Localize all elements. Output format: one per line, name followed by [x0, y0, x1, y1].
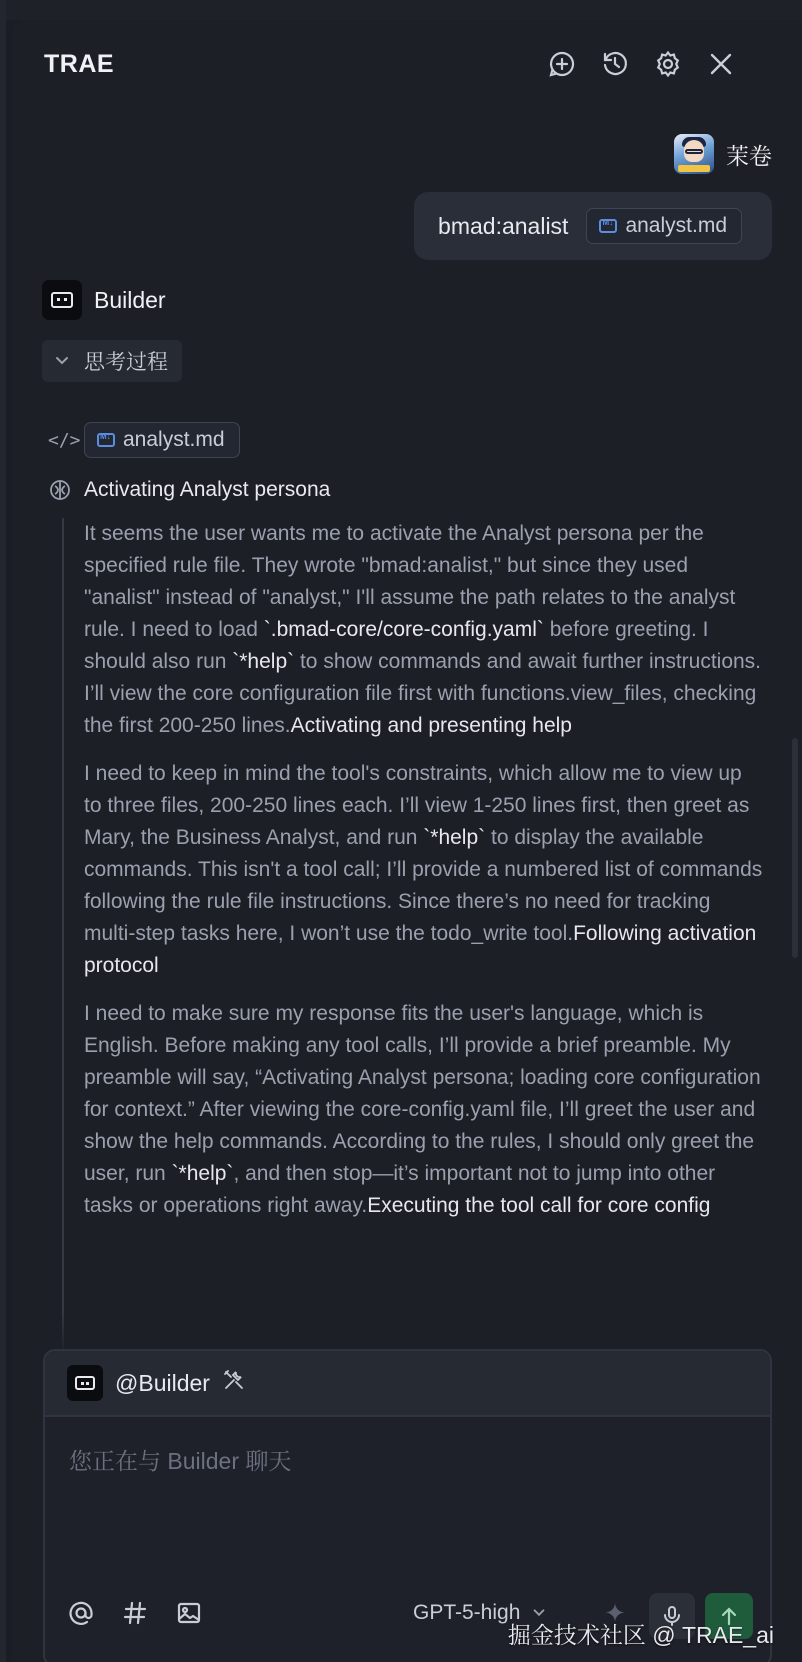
paragraph-text: before greeting. I should also run — [84, 618, 709, 673]
image-icon — [175, 1599, 203, 1627]
scrollbar-thumb[interactable] — [792, 738, 798, 958]
settings-icon — [654, 50, 682, 78]
tools-icon[interactable] — [222, 1368, 246, 1398]
composer-mention-bar — [45, 1351, 770, 1415]
user-message-bubble — [414, 192, 772, 260]
watermark: 掘金技术社区 @ TRAE_ai — [507, 1622, 774, 1648]
file-reference-chip[interactable] — [84, 422, 240, 458]
thinking-step-header — [48, 478, 330, 502]
thinking-paragraph — [84, 998, 764, 1222]
paragraph-text: , and then stop—it’s important not to jump into other tasks or operations right away. — [84, 1162, 716, 1217]
at-icon — [67, 1599, 95, 1627]
sparkle-icon[interactable]: ✦ — [604, 1597, 626, 1628]
inline-code: `*help` — [232, 650, 295, 673]
settings-button[interactable] — [650, 46, 686, 82]
thinking-paragraph — [84, 518, 764, 742]
brain-icon — [48, 478, 72, 502]
chat-panel — [12, 20, 802, 1662]
markdown-file-icon — [599, 219, 617, 233]
history-icon — [601, 50, 629, 78]
step-heading: Following activation protocol — [84, 922, 757, 977]
user-message-header — [674, 134, 772, 174]
hash-icon — [121, 1599, 149, 1627]
context-button[interactable] — [117, 1595, 153, 1631]
code-icon: </> — [48, 429, 81, 451]
new-chat-icon — [548, 50, 576, 78]
image-upload-button[interactable] — [171, 1595, 207, 1631]
attachment-chip[interactable] — [586, 208, 742, 244]
mention-button[interactable] — [63, 1595, 99, 1631]
window-top-strip — [0, 0, 802, 20]
file-reference-name: analyst.md — [123, 428, 225, 451]
agent-mention[interactable]: @Builder — [115, 1369, 210, 1396]
user-message-text: bmad:analist — [438, 212, 569, 239]
attachment-filename: analyst.md — [625, 214, 727, 237]
builder-logo-icon — [42, 280, 82, 320]
chevron-down-icon — [52, 351, 72, 371]
avatar — [674, 134, 714, 174]
paragraph-text: I need to keep in mind the tool's constraints, which allow me to view up to three files, 200-250 lines each. I’ll view 1-250 lines first, then greet as Mary, the Business Analyst, and run — [84, 762, 750, 849]
assistant-name: Builder — [94, 286, 166, 313]
paragraph-text: to display the available commands. This isn't a tool call; I’ll provide a numbered list of commands following the rule file instructions. Since there’s no need for tracking multi-step tasks here, I won’t use the todo_write tool. — [84, 826, 763, 945]
chat-composer — [43, 1349, 772, 1662]
inline-code: `*help` — [423, 826, 486, 849]
panel-header — [12, 20, 802, 106]
step-heading: Activating and presenting help — [290, 714, 572, 737]
editor-edge — [0, 0, 6, 1662]
app-title: TRAE — [44, 50, 115, 78]
paragraph-text: It seems the user wants me to activate the Analyst persona per the specified rule file. They wrote "bmad:analist," but since they used "analist" instead of "analyst," I'll assume the path relates to the analyst rule. I need to load — [84, 522, 736, 641]
thinking-paragraph — [84, 758, 764, 982]
assistant-header — [42, 280, 166, 320]
thinking-process-toggle[interactable] — [42, 340, 182, 382]
history-button[interactable] — [597, 46, 633, 82]
paragraph-text: I need to make sure my response fits the user's language, which is English. Before making any tool calls, I’ll provide a brief preamble. My preamble will say, “Activating Analyst persona; loading core configuration for context.” After viewing the core-config.yaml file, I’ll greet the user and show the help commands. According to the rules, I should only greet the user, run — [84, 1002, 761, 1185]
close-button[interactable] — [703, 46, 739, 82]
builder-logo-icon — [67, 1365, 103, 1401]
close-icon — [707, 50, 735, 78]
file-reference-row — [48, 422, 240, 458]
inline-code: `.bmad-core/core-config.yaml` — [263, 618, 544, 641]
inline-code: `*help` — [171, 1162, 234, 1185]
new-chat-button[interactable] — [544, 46, 580, 82]
model-name: GPT-5-high — [413, 1601, 521, 1624]
user-name: 茉卷 — [726, 142, 772, 169]
step-heading: Executing the tool call for core config — [367, 1194, 711, 1217]
thinking-step-title: Activating Analyst persona — [84, 478, 331, 501]
thinking-toggle-label: 思考过程 — [84, 351, 168, 374]
markdown-file-icon — [97, 433, 115, 447]
chat-input[interactable]: 您正在与 Builder 聊天 — [45, 1415, 770, 1565]
paragraph-text: to show commands and await further instructions. I’ll view the core configuration file first with functions.view_files, checking the first 200-250 lines. — [84, 650, 762, 737]
